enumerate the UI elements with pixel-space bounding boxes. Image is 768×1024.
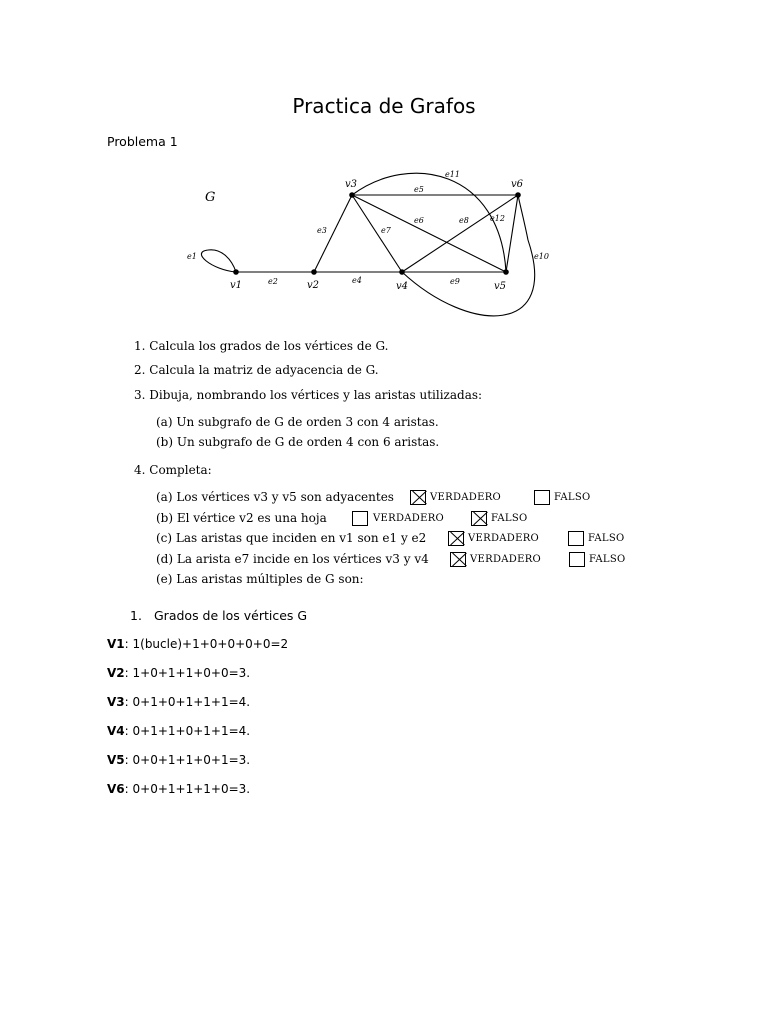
edge-e8: [402, 195, 518, 272]
vertex-v2: [311, 269, 317, 275]
degree-value: : 0+0+1+1+0+1=3.: [124, 753, 251, 767]
degree-value: : 1+0+1+1+0+0=3.: [124, 666, 251, 680]
problem-label: Problema 1: [107, 134, 178, 149]
edge-e11: [352, 173, 506, 272]
checkbox-4a-true[interactable]: [410, 490, 426, 505]
question-4: 4. Completa:: [134, 463, 212, 477]
label-4b-true: VERDADERO: [373, 513, 445, 524]
edge-label-e9: e9: [450, 277, 460, 286]
document-title: Practica de Grafos: [292, 94, 476, 118]
edge-label-e11: e11: [445, 170, 460, 179]
statement-4e: (e) Las aristas múltiples de G son:: [156, 572, 364, 586]
label-4c-true: VERDADERO: [468, 533, 540, 544]
question-3b: (b) Un subgrafo de G de orden 4 con 6 aristas.: [156, 435, 440, 449]
checkbox-4c-false[interactable]: [568, 531, 584, 546]
edge-label-e1: e1: [187, 252, 197, 261]
vertex-label-v5: v5: [494, 281, 507, 292]
edge-label-e8: e8: [459, 216, 469, 225]
degree-label: V5: [107, 753, 125, 767]
edge-label-e12: e12: [490, 214, 505, 223]
degree-value: : 0+1+0+1+1+1=4.: [124, 695, 251, 709]
edge-label-e2: e2: [268, 277, 278, 286]
problem-figure: [100, 160, 660, 590]
vertex-v4: [399, 269, 405, 275]
checkbox-4d-true[interactable]: [450, 552, 466, 567]
degree-line-v5: [107, 753, 250, 767]
vertex-label-v1: v1: [230, 280, 243, 291]
vertex-label-v2: v2: [307, 280, 320, 291]
statement-4b: (b) El vértice v2 es una hoja: [156, 511, 327, 525]
label-4d-true: VERDADERO: [470, 554, 542, 565]
statement-4d: (d) La arista e7 incide en los vértices v3 y v4: [156, 552, 429, 566]
answer-heading-number: 1.: [130, 608, 142, 623]
edge-label-e3: e3: [317, 226, 327, 235]
graph-name-label: G: [205, 190, 216, 205]
edge-label-e5: e5: [414, 185, 424, 194]
degree-line-v6: [107, 782, 250, 796]
edge-e1: [201, 250, 236, 272]
degree-label: V6: [107, 782, 125, 796]
degree-value: : 0+1+1+0+1+1=4.: [124, 724, 251, 738]
degree-label: V4: [107, 724, 125, 738]
vertex-v3: [349, 192, 355, 198]
question-3a: (a) Un subgrafo de G de orden 3 con 4 aristas.: [156, 415, 439, 429]
edge-e12: [506, 195, 518, 272]
vertex-label-v3: v3: [345, 179, 358, 190]
checkbox-4d-false[interactable]: [569, 552, 585, 567]
vertex-label-v6: v6: [511, 179, 524, 190]
label-4a-true: VERDADERO: [430, 492, 502, 503]
edge-label-e10: e10: [534, 252, 549, 261]
degree-value: : 0+0+1+1+1+0=3.: [124, 782, 251, 796]
edge-label-e6: e6: [414, 216, 424, 225]
edge-label-e4: e4: [352, 276, 362, 285]
vertex-label-v4: v4: [396, 281, 409, 292]
label-4a-false: FALSO: [554, 492, 591, 503]
degree-line-v4: [107, 724, 250, 738]
edge-label-e7: e7: [381, 226, 391, 235]
label-4c-false: FALSO: [588, 533, 625, 544]
vertex-v6: [515, 192, 521, 198]
label-4b-false: FALSO: [491, 513, 528, 524]
statement-4a: (a) Los vértices v3 y v5 son adyacentes: [156, 490, 394, 504]
statement-4c: (c) Las aristas que inciden en v1 son e1 y e2: [156, 531, 427, 545]
edge-e6: [352, 195, 506, 272]
checkbox-4a-false[interactable]: [534, 490, 550, 505]
degree-value: : 1(bucle)+1+0+0+0+0=2: [124, 637, 289, 651]
checkbox-4b-true[interactable]: [352, 511, 368, 526]
degree-label: V3: [107, 695, 125, 709]
degree-line-v2: [107, 666, 250, 680]
question-1: 1. Calcula los grados de los vértices de G.: [134, 339, 389, 353]
degree-line-v3: [107, 695, 250, 709]
degree-line-v1: [107, 637, 288, 651]
checkbox-4c-true[interactable]: [448, 531, 464, 546]
question-3: 3. Dibuja, nombrando los vértices y las aristas utilizadas:: [134, 388, 483, 402]
answer-heading: [130, 608, 307, 623]
vertex-v1: [233, 269, 239, 275]
degree-label: V1: [107, 637, 125, 651]
label-4d-false: FALSO: [589, 554, 626, 565]
edge-e7: [352, 195, 402, 272]
degree-label: V2: [107, 666, 125, 680]
vertex-v5: [503, 269, 509, 275]
answer-heading-text: Grados de los vértices G: [154, 608, 308, 623]
question-2: 2. Calcula la matriz de adyacencia de G.: [134, 363, 379, 377]
checkbox-4b-false[interactable]: [471, 511, 487, 526]
